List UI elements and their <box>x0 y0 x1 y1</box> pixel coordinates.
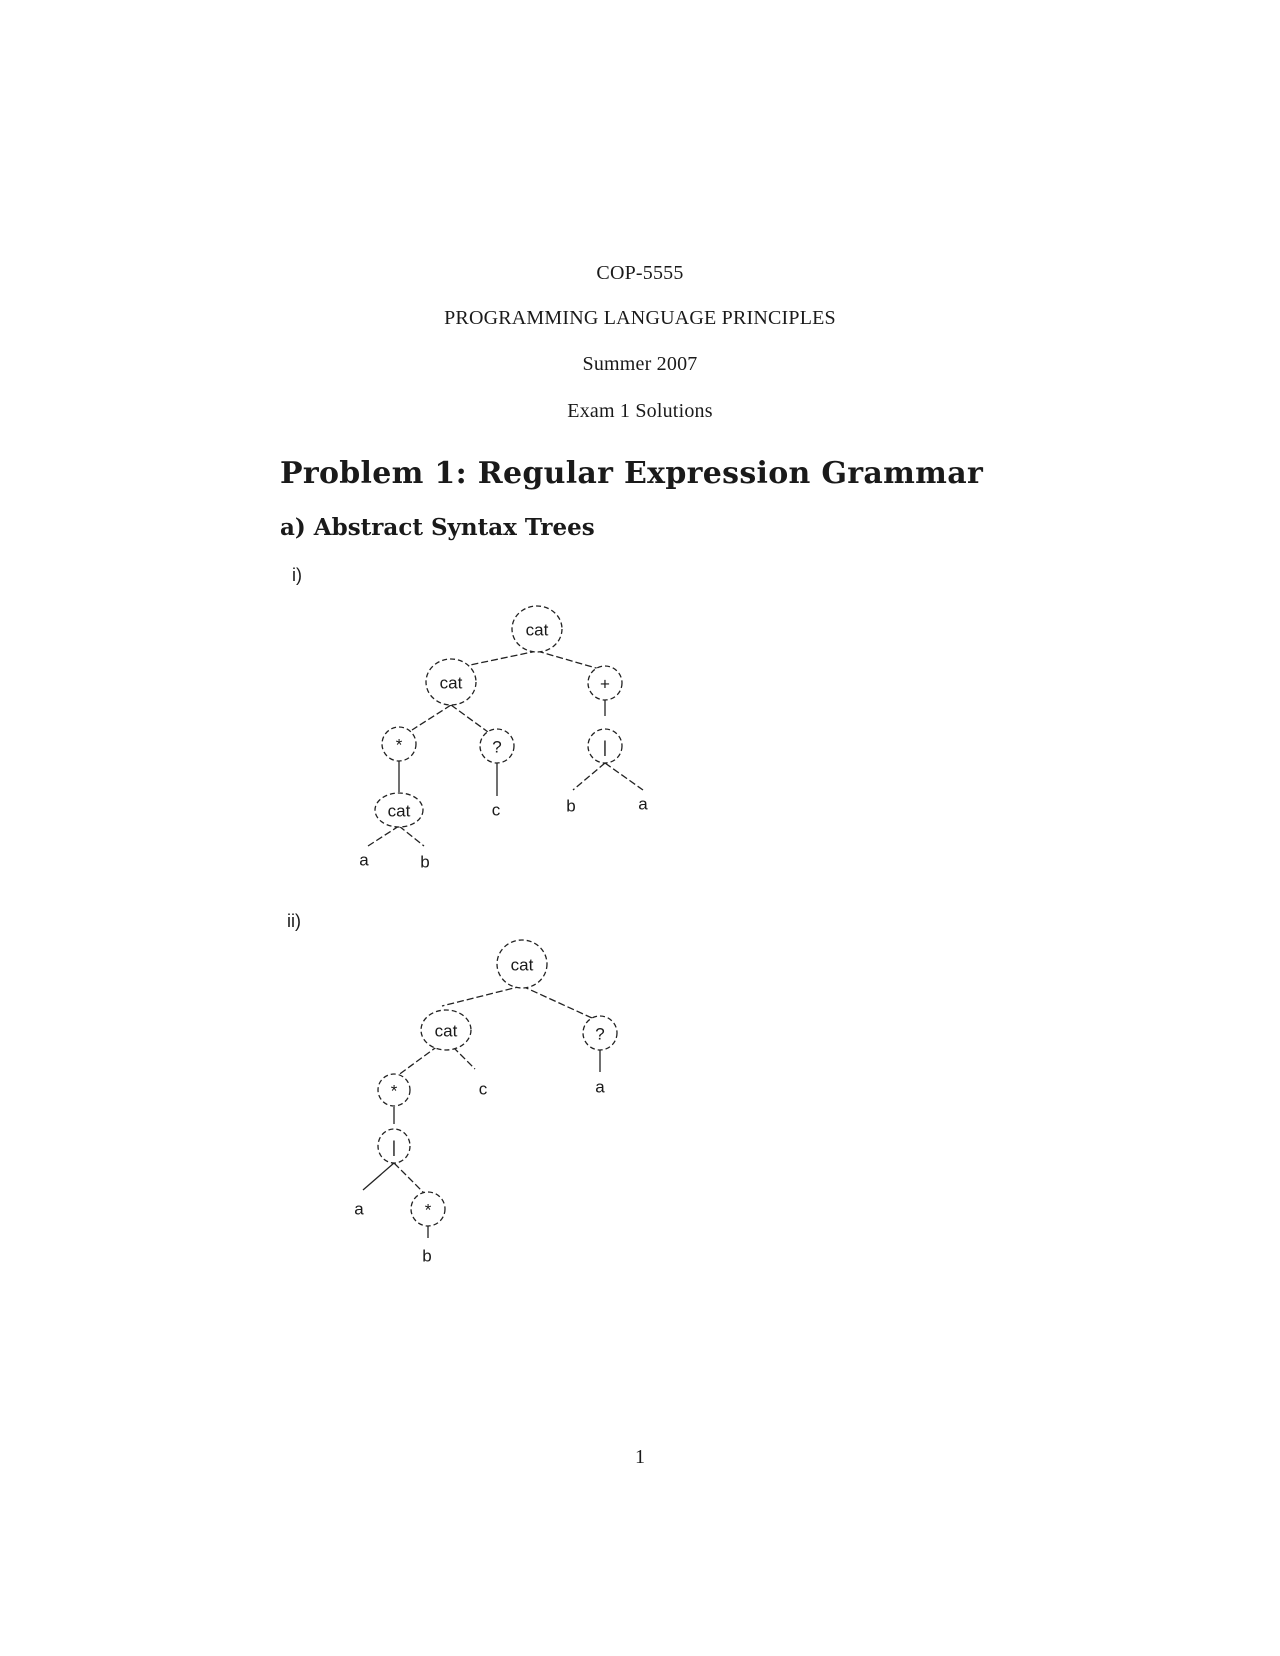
tree-i-label: i) <box>292 565 302 585</box>
tree-node-label: * <box>390 1081 398 1101</box>
course-code: COP-5555 <box>596 262 684 284</box>
edge <box>394 1163 424 1193</box>
edge <box>363 1163 394 1190</box>
tree-node-label: cat <box>387 801 411 821</box>
tree-node-label: cat <box>510 955 534 975</box>
document-subtitle: Exam 1 Solutions <box>567 400 713 422</box>
tree-leaf-label: a <box>359 850 369 870</box>
edge <box>522 986 592 1018</box>
tree-leaf-label: a <box>595 1077 605 1097</box>
part-heading: a) Abstract Syntax Trees <box>280 514 595 541</box>
problem-heading: Problem 1: Regular Expression Grammar <box>280 456 984 491</box>
tree-leaf-label: b <box>422 1246 432 1266</box>
tree-node-label: | <box>391 1137 397 1157</box>
page-number: 1 <box>635 1446 645 1468</box>
tree-node-label: cat <box>434 1021 458 1041</box>
tree-leaf-label: b <box>420 852 430 872</box>
tree-node-label: | <box>602 737 608 757</box>
tree-leaf-label: c <box>491 800 501 820</box>
tree-leaf-label: c <box>478 1079 488 1099</box>
tree-leaf-label: a <box>638 794 648 814</box>
tree-leaf-label: b <box>566 796 576 816</box>
tree-node-label: cat <box>525 620 549 640</box>
tree-ii-label: ii) <box>287 911 301 931</box>
tree-node-label: + <box>600 674 610 694</box>
tree-node-label: ? <box>595 1024 605 1044</box>
course-term: Summer 2007 <box>582 353 698 375</box>
tree-node-label: ? <box>492 737 502 757</box>
tree-node-label: * <box>424 1200 432 1220</box>
tree-node-label: cat <box>439 673 463 693</box>
course-title: PROGRAMMING LANGUAGE PRINCIPLES <box>444 307 836 329</box>
edge <box>442 986 522 1006</box>
tree-node-label: * <box>395 735 403 755</box>
tree-leaf-label: a <box>354 1199 364 1219</box>
